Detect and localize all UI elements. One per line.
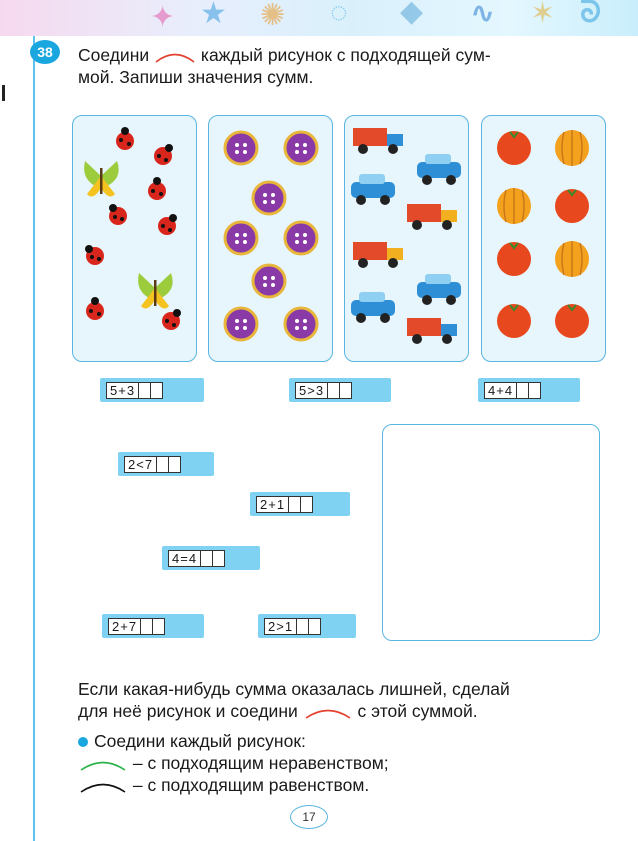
sum-expression: 5>3 <box>296 383 328 398</box>
green-arc-icon <box>78 757 128 771</box>
page-number: 17 <box>290 805 328 829</box>
sum-box <box>264 618 321 635</box>
task-text-connect-word: Соедини <box>78 45 150 65</box>
sum-box <box>256 496 313 513</box>
answer-cell[interactable] <box>213 551 224 566</box>
black-arc-text: – с подходящим равенством. <box>132 775 370 795</box>
decor-digit-shapes-icon: ✦ <box>150 1 176 34</box>
answer-cell[interactable] <box>289 497 301 512</box>
sum-box <box>124 456 181 473</box>
sum-card-4-plus-4[interactable] <box>478 378 580 402</box>
picture-card-fruits[interactable] <box>481 115 606 362</box>
car-icon <box>417 154 461 185</box>
ladybug-icon <box>116 127 134 150</box>
sum-expression: 5+3 <box>107 383 139 398</box>
answer-cell[interactable] <box>301 497 312 512</box>
task-number-badge: 38 <box>30 40 60 64</box>
black-arc-icon <box>78 779 128 793</box>
extra-note-line-2 <box>78 700 478 722</box>
sum-card-2-plus-1[interactable] <box>250 492 350 516</box>
extra-note-text-a: для неё рисунок и соедини <box>78 701 298 721</box>
answer-cell[interactable] <box>201 551 213 566</box>
decor-spiral-icon: ᘐ <box>580 0 602 29</box>
sum-expression: 2<7 <box>125 457 157 472</box>
sum-card-5-plus-3[interactable] <box>100 378 204 402</box>
truck-icon <box>353 128 403 154</box>
decor-diamond-icon: ◆ <box>400 0 424 28</box>
answer-cell[interactable] <box>157 457 169 472</box>
pumpkin-icon <box>555 130 589 166</box>
task-text-line-1 <box>78 44 491 66</box>
answer-cell[interactable] <box>529 383 540 398</box>
sum-box <box>106 382 163 399</box>
answer-cell[interactable] <box>169 457 180 472</box>
sum-expression: 4=4 <box>169 551 201 566</box>
sum-card-2-lt-7[interactable] <box>118 452 214 476</box>
picture-card-ladybugs[interactable] <box>72 115 197 362</box>
sum-card-2-gt-1[interactable] <box>258 614 356 638</box>
decor-sun-icon: ✺ <box>260 0 286 32</box>
task-text-line-2: мой. Запиши значения сумм. <box>78 67 314 87</box>
sum-expression: 4+4 <box>485 383 517 398</box>
extra-note-line-1: Если какая-нибудь сумма оказалась лишней, сделай <box>78 679 510 699</box>
decor-star-icon: ★ <box>200 0 227 30</box>
task-text-rest: каждый рисунок с подходящей сум- <box>200 45 491 65</box>
answer-cell[interactable] <box>340 383 351 398</box>
sum-expression: 2>1 <box>265 619 297 634</box>
left-margin-line <box>33 36 35 841</box>
picture-card-vehicles[interactable] <box>344 115 469 362</box>
answer-cell[interactable] <box>153 619 164 634</box>
sum-card-2-plus-7[interactable] <box>102 614 204 638</box>
picture-card-buttons[interactable] <box>208 115 333 362</box>
extra-note-text-b: с этой суммой. <box>357 701 478 721</box>
answer-cell[interactable] <box>151 383 162 398</box>
top-decorative-band <box>0 0 638 36</box>
fruits-illustration <box>482 116 605 361</box>
answer-cell[interactable] <box>297 619 309 634</box>
binding-mark <box>2 85 5 101</box>
trucks-cars-illustration <box>345 116 468 361</box>
decor-circle-icon: ◌ <box>330 0 348 29</box>
sum-expression: 2+1 <box>257 497 289 512</box>
answer-cell[interactable] <box>309 619 320 634</box>
bullet-icon <box>78 737 88 747</box>
answer-cell[interactable] <box>517 383 529 398</box>
answer-cell[interactable] <box>328 383 340 398</box>
bullet-task-title <box>78 730 306 752</box>
decor-star2-icon: ✶ <box>530 0 556 30</box>
butterfly-icon <box>84 161 119 196</box>
green-arc-text: – с подходящим неравенством; <box>132 753 389 773</box>
buttons-illustration <box>209 116 332 361</box>
black-arc-line <box>78 774 369 796</box>
answer-cell[interactable] <box>141 619 153 634</box>
bullet-task-title-text: Соедини каждый рисунок: <box>94 731 306 751</box>
drawing-area[interactable] <box>382 424 600 641</box>
green-arc-line <box>78 752 389 774</box>
tomato-icon <box>497 131 531 165</box>
sum-card-4-eq-4[interactable] <box>162 546 260 570</box>
sum-box <box>295 382 352 399</box>
sum-box <box>108 618 165 635</box>
ladybugs-butterflies-illustration <box>73 116 196 361</box>
sum-box <box>484 382 541 399</box>
sum-expression: 2+7 <box>109 619 141 634</box>
decor-wave-icon: ∿ <box>470 0 496 30</box>
answer-cell[interactable] <box>139 383 151 398</box>
sum-box <box>168 550 225 567</box>
red-arc-icon <box>303 705 353 719</box>
sum-card-5-gt-3[interactable] <box>289 378 391 402</box>
red-arc-icon <box>154 49 196 63</box>
